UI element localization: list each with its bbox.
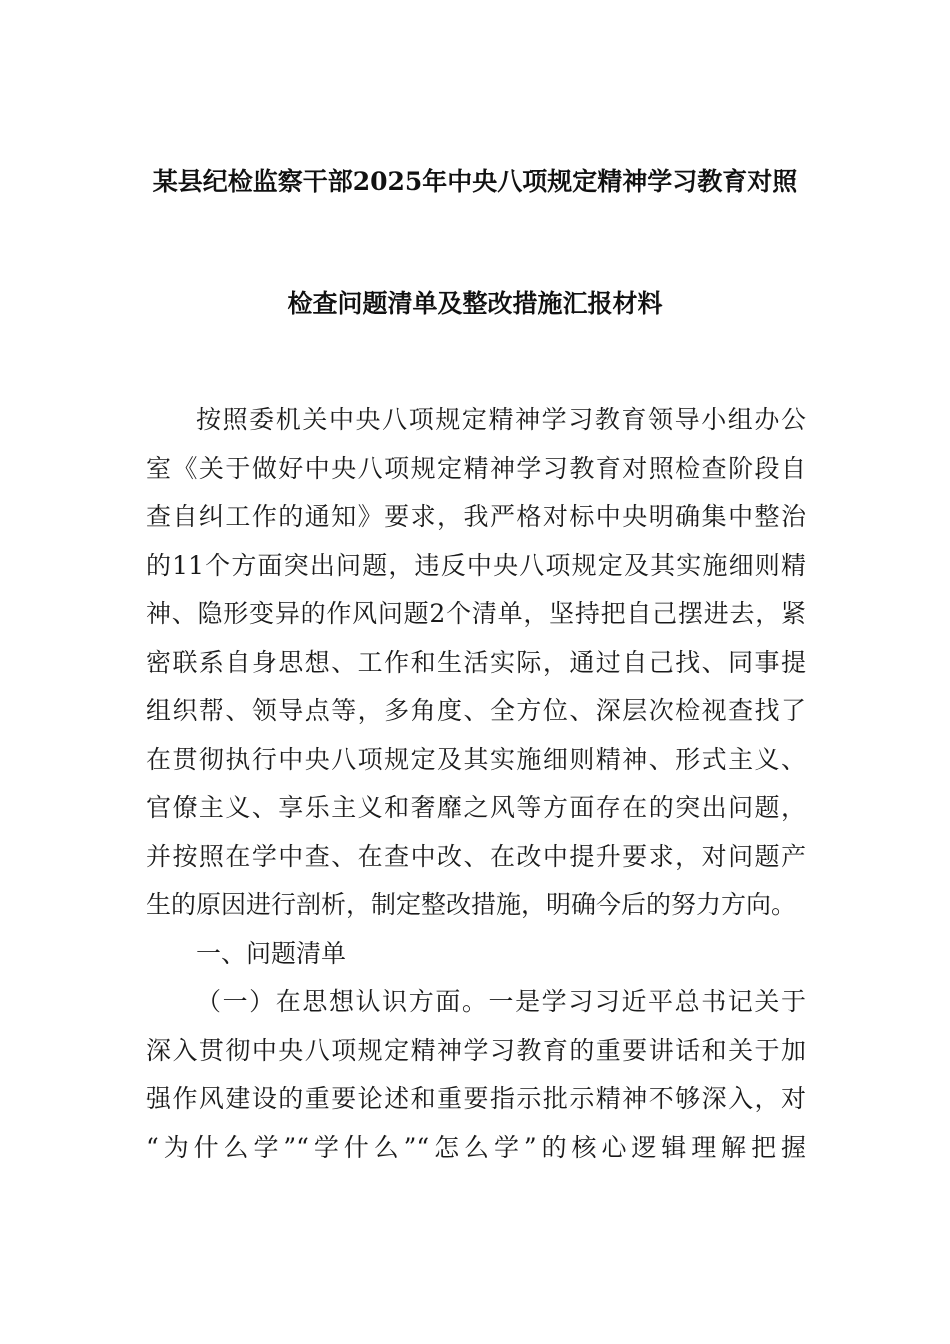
- paragraph-line: 官僚主义、享乐主义和奢靡之风等方面存在的突出问题，: [146, 793, 806, 822]
- paragraph-line: 强作风建设的重要论述和重要指示批示精神不够深入，对: [146, 1084, 806, 1113]
- paragraph-line: 按照委机关中央八项规定精神学习教育领导小组办公: [196, 405, 806, 434]
- paragraph-line: “为什么学”“学什么”“怎么学”的核心逻辑理解把握: [146, 1132, 806, 1162]
- paragraph-line: 查自纠工作的通知》要求，我严格对标中央明确集中整治: [146, 502, 806, 531]
- paragraph-line: 神、隐形变异的作风问题2个清单，坚持把自己摆进去，紧: [146, 599, 806, 628]
- paragraph-line: 生的原因进行剖析，制定整改措施，明确今后的努力方向。: [146, 890, 797, 919]
- document-title-line-1: 某县纪检监察干部2025年中央八项规定精神学习教育对照: [152, 167, 798, 196]
- paragraph-line: 在贯彻执行中央八项规定及其实施细则精神、形式主义、: [146, 744, 806, 774]
- paragraph-line: 深入贯彻中央八项规定精神学习教育的重要讲话和关于加: [146, 1035, 806, 1065]
- paragraph-line: 组织帮、领导点等，多角度、全方位、深层次检视查找了: [146, 696, 806, 725]
- paragraph-line: 的11个方面突出问题，违反中央八项规定及其实施细则精: [146, 550, 806, 580]
- document-body: [146, 396, 806, 1172]
- paragraph-line: （一）在思想认识方面。一是学习习近平总书记关于: [196, 987, 806, 1016]
- paragraph-line: 并按照在学中查、在查中改、在改中提升要求，对问题产: [146, 841, 806, 871]
- paragraph-line: 室《关于做好中央八项规定精神学习教育对照检查阶段自: [146, 453, 806, 483]
- section-heading: 一、问题清单: [196, 938, 347, 968]
- paragraph-line: 密联系自身思想、工作和生活实际，通过自己找、同事提: [146, 647, 806, 677]
- document-title-line-2: 检查问题清单及整改措施汇报材料: [287, 289, 663, 318]
